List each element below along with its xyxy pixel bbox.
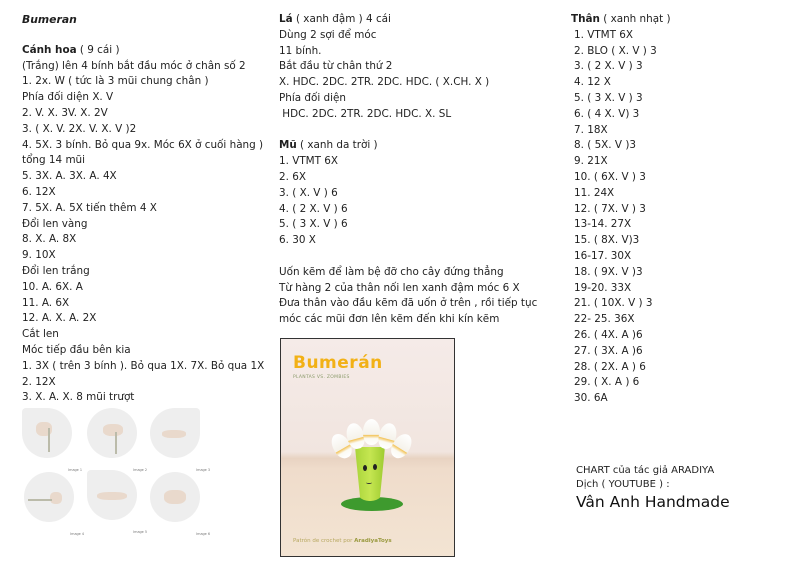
crochet-plant-illustration (333, 427, 413, 517)
section-heading-hat (279, 138, 537, 154)
pattern-line: 6. 30 X (279, 234, 316, 247)
thumbnail-label: Image 6 (196, 532, 210, 536)
credits (576, 464, 730, 512)
translation-credit: Dịch ( YOUTUBE ) : (576, 479, 670, 490)
pattern-line: HDC. 2DC. 2TR. 2DC. HDC. X. SL (279, 107, 452, 120)
pattern-line: Bắt đầu từ chân thứ 2 (279, 60, 393, 73)
pattern-line: 7. 5X. A. 5X tiến thêm 4 X (22, 201, 157, 214)
pattern-line: 3. ( 2 X. V ) 3 (574, 60, 643, 73)
pattern-line: 19-20. 33X (574, 281, 632, 294)
pattern-line: Móc tiếp đầu bên kia (22, 343, 131, 356)
section-heading-leaf (279, 12, 537, 28)
pattern-line: Phía đối diện X. V (22, 91, 114, 104)
pattern-line: 1. VTMT 6X (279, 155, 339, 168)
thumbnail-label: Image 2 (133, 468, 147, 472)
thumbnail-label: Image 5 (133, 530, 147, 534)
heading-bold: Lá (279, 13, 293, 25)
heading-bold: Thân (571, 13, 600, 25)
pattern-line: 26. ( 4X. A )6 (574, 328, 643, 341)
section-heading-body (571, 12, 671, 28)
pattern-line: 3. X. A. X. 8 mũi trượt (22, 391, 135, 404)
thumbnail-image-1 (22, 408, 82, 472)
pattern-line: Cắt len (22, 328, 59, 341)
pattern-line: 6. 12X (22, 185, 56, 198)
pattern-line: 10. A. 6X. A (22, 280, 83, 293)
pattern-line: 1. VTMT 6X (574, 28, 634, 41)
pattern-line: 11. A. 6X (22, 296, 70, 309)
channel-name: Vân Anh Handmade (576, 493, 730, 511)
pattern-line: 7. 18X (574, 123, 608, 136)
pattern-line: 11 bính. (279, 44, 322, 57)
pattern-line: 2. V. X. 3V. X. 2V (22, 106, 108, 119)
thumbnail-label: Image 3 (196, 468, 210, 472)
pattern-line: 18. ( 9X. V )3 (574, 265, 643, 278)
thumbnail-image-4 (24, 472, 84, 536)
eye-icon (363, 465, 367, 471)
pattern-cover-image (280, 338, 455, 557)
pattern-line: 6. ( 4 X. V) 3 (574, 107, 640, 120)
pattern-line: 4. ( 2 X. V ) 6 (279, 202, 348, 215)
pattern-line: (Trắng) lên 4 bính bắt đầu móc ở chân số 2 (22, 59, 246, 72)
pattern-line: 22- 25. 36X (574, 313, 635, 326)
eye-icon (373, 464, 377, 470)
heading-rest: ( xanh nhạt ) (599, 13, 671, 25)
column-petals (22, 12, 264, 406)
section-heading-petals (22, 43, 264, 59)
chart-credit: CHART của tác giả ARADIYA (576, 465, 715, 476)
pattern-line: 5. 3X. A. 3X. A. 4X (22, 170, 117, 183)
pattern-line: 3. ( X. V. 2X. V. X. V )2 (22, 122, 137, 135)
pattern-line: 2. 12X (22, 375, 56, 388)
heading-bold: Mũ (279, 139, 297, 152)
pattern-line: Dùng 2 sợi để móc (279, 28, 377, 41)
pattern-line: 5. ( 3 X. V ) 6 (279, 218, 348, 231)
column-leaf-hat (279, 12, 537, 328)
pattern-line: 1. 2x. W ( tức là 3 mũi chung chân ) (22, 75, 209, 88)
cover-footer: Patrón de crochet por AradiyaToys (293, 538, 392, 544)
pattern-line: 10. ( 6X. V ) 3 (574, 170, 646, 183)
pattern-line: 4. 12 X (574, 76, 611, 89)
heading-rest: ( xanh da trời ) (296, 139, 378, 152)
pattern-line: 2. BLO ( X. V ) 3 (574, 44, 657, 57)
pattern-line: 9. 21X (574, 155, 608, 168)
pattern-line: Đổi len vàng (22, 217, 88, 230)
thumbnail-image-6 (150, 472, 210, 536)
pattern-line: 16-17. 30X (574, 249, 632, 262)
pattern-line: 9. 10X (22, 249, 56, 262)
pattern-line: 30. 6A (574, 392, 608, 405)
heading-bold: Cánh hoa (22, 43, 77, 56)
pattern-line: 21. ( 10X. V ) 3 (574, 297, 653, 310)
thumbnail-image-2 (87, 408, 147, 472)
pattern-line: 5. ( 3 X. V ) 3 (574, 91, 643, 104)
wire-note-line: Đưa thân vào đầu kẽm đã uốn ở trên , rồi tiếp tục (279, 297, 537, 310)
pattern-line: 29. ( X. A ) 6 (574, 376, 640, 389)
pattern-line: 28. ( 2X. A ) 6 (574, 360, 646, 373)
pattern-line: 8. X. A. 8X (22, 233, 77, 246)
wire-note-line: Uốn kẽm để làm bệ đỡ cho cây đứng thẳng (279, 265, 504, 278)
wire-note-line: Từ hàng 2 của thân nối len xanh đậm móc 6 X (279, 281, 520, 294)
pattern-line: 1. 3X ( trên 3 bính ). Bỏ qua 1X. 7X. Bỏ qua 1X (22, 359, 265, 372)
pattern-line: tổng 14 mũi (22, 154, 86, 167)
plant-stem (355, 447, 385, 501)
pattern-line: 12. A. X. A. 2X (22, 312, 97, 325)
thumbnail-label: Image 4 (70, 532, 84, 536)
document-title: Bumeran (22, 13, 77, 26)
pattern-line: 11. 24X (574, 186, 615, 199)
wire-note-line: móc các mũi đơn lên kẽm đến khi kín kẽm (279, 313, 500, 326)
pattern-line: Phía đối diện (279, 91, 347, 104)
pattern-line: 8. ( 5X. V )3 (574, 139, 636, 152)
pattern-line: 13-14. 27X (574, 218, 632, 231)
column-body (571, 12, 671, 407)
instruction-thumbnails (22, 408, 222, 538)
heading-rest: ( 9 cái ) (76, 43, 120, 56)
heading-rest: ( xanh đậm ) 4 cái (292, 13, 391, 25)
pattern-line: 15. ( 8X. V)3 (574, 234, 640, 247)
pattern-line: 4. 5X. 3 bính. Bỏ qua 9x. Móc 6X ở cuối hàng ) (22, 138, 264, 151)
pattern-line: 12. ( 7X. V ) 3 (574, 202, 646, 215)
thumbnail-label: Image 1 (68, 468, 82, 472)
cover-subtitle: PLANTAS VS. ZOMBIES (293, 375, 350, 380)
pattern-line: X. HDC. 2DC. 2TR. 2DC. HDC. ( X.CH. X ) (279, 76, 490, 89)
pattern-line: 3. ( X. V ) 6 (279, 186, 338, 199)
pattern-line: 2. 6X (279, 170, 306, 183)
pattern-line: 27. ( 3X. A )6 (574, 344, 643, 357)
pattern-line: Đổi len trắng (22, 264, 90, 277)
cover-title: Bumerán (293, 353, 383, 373)
mouth (366, 481, 372, 484)
thumbnail-image-3 (150, 408, 210, 472)
